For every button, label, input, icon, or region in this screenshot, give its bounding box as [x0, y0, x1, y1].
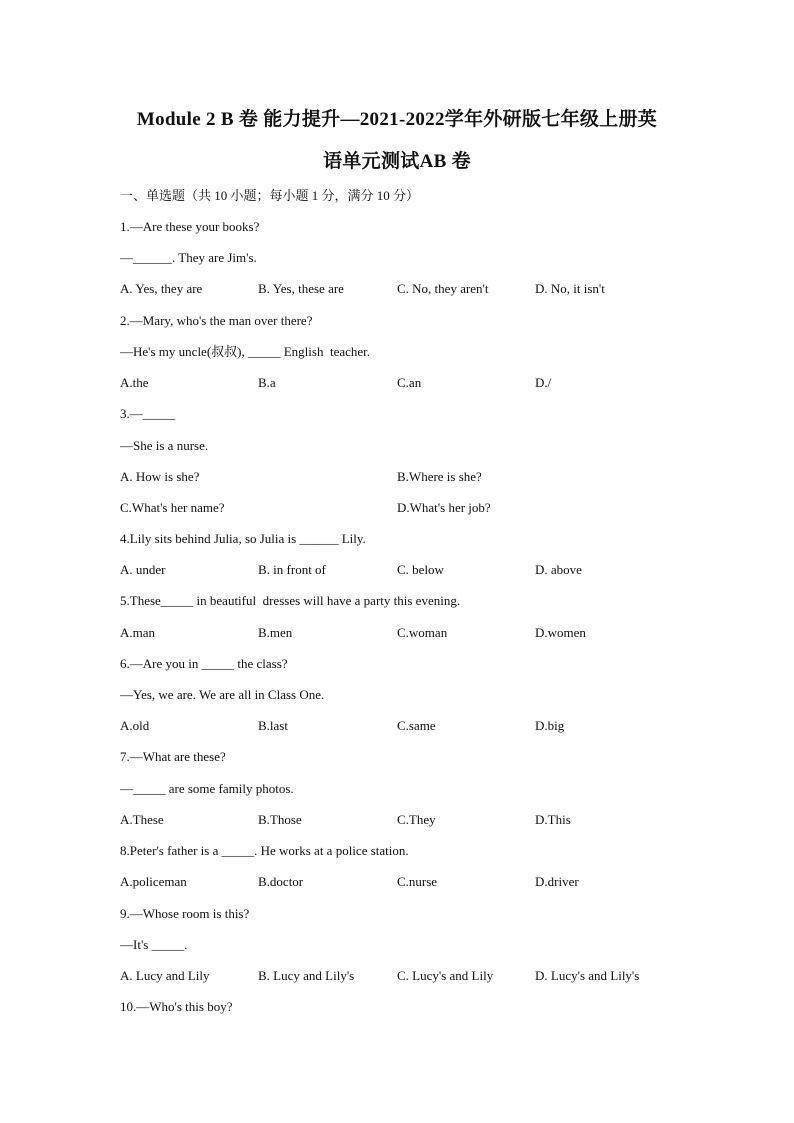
- question-5-option-c: C.woman: [397, 625, 448, 640]
- question-1-option-d: D. No, it isn't: [535, 281, 605, 296]
- question-9-option-c: C. Lucy's and Lily: [397, 968, 494, 983]
- question-6-option-c: C.same: [397, 718, 436, 733]
- question-6-option-d: D.big: [535, 718, 565, 733]
- question-3-stem: 3.—_____: [120, 406, 176, 421]
- question-4-option-d: D. above: [535, 562, 582, 577]
- question-6-option-a: A.old: [120, 718, 150, 733]
- question-2-option-d: D./: [535, 375, 552, 390]
- question-5-stem: 5.These_____ in beautiful dresses will have a party this evening.: [120, 593, 461, 608]
- question-1-option-a: A. Yes, they are: [120, 281, 203, 296]
- question-1-option-c: C. No, they aren't: [397, 281, 489, 296]
- question-2-stem: 2.—Mary, who's the man over there?: [120, 313, 313, 328]
- question-2-reply: —He's my uncle(叔叔), _____ English teacher.: [120, 344, 371, 359]
- question-9-option-d: D. Lucy's and Lily's: [535, 968, 640, 983]
- question-6-stem: 6.—Are you in _____ the class?: [120, 656, 288, 671]
- question-2-option-a: A.the: [120, 375, 149, 390]
- question-3-option-c: C.What's her name?: [120, 500, 225, 515]
- question-3-option-b: B.Where is she?: [397, 469, 482, 484]
- question-1-reply: —______. They are Jim's.: [120, 250, 257, 265]
- question-9-option-a: A. Lucy and Lily: [120, 968, 210, 983]
- section-heading: 一、单选题（共 10 小题；每小题 1 分，满分 10 分）: [120, 188, 420, 203]
- question-9-reply: —It's _____.: [120, 937, 188, 952]
- document-title-line-2: 语单元测试AB 卷: [323, 151, 471, 172]
- question-8-option-a: A.policeman: [120, 874, 187, 889]
- question-6-option-b: B.last: [258, 718, 288, 733]
- question-4-option-b: B. in front of: [258, 562, 326, 577]
- question-7-option-a: A.These: [120, 812, 164, 827]
- question-9-stem: 9.—Whose room is this?: [120, 906, 250, 921]
- question-4-option-a: A. under: [120, 562, 166, 577]
- question-3-reply: —She is a nurse.: [120, 438, 209, 453]
- question-7-option-c: C.They: [397, 812, 436, 827]
- document-title-line-1: Module 2 B 卷 能力提升—2021-2022学年外研版七年级上册英: [136, 109, 658, 130]
- question-9-option-b: B. Lucy and Lily's: [258, 968, 355, 983]
- question-6-reply: —Yes, we are. We are all in Class One.: [120, 687, 325, 702]
- question-3-option-d: D.What's her job?: [397, 500, 491, 515]
- question-8-option-c: C.nurse: [397, 874, 438, 889]
- question-4-stem: 4.Lily sits behind Julia, so Julia is ______ Lily.: [120, 531, 366, 546]
- question-5-option-d: D.women: [535, 625, 586, 640]
- question-5-option-a: A.man: [120, 625, 156, 640]
- question-3-option-a: A. How is she?: [120, 469, 200, 484]
- question-2-option-c: C.an: [397, 375, 422, 390]
- question-8-stem: 8.Peter's father is a _____. He works at a police station.: [120, 843, 409, 858]
- question-7-option-b: B.Those: [258, 812, 302, 827]
- question-1-option-b: B. Yes, these are: [258, 281, 344, 296]
- question-5-option-b: B.men: [258, 625, 293, 640]
- question-7-option-d: D.This: [535, 812, 571, 827]
- question-2-option-b: B.a: [258, 375, 276, 390]
- question-10-stem: 10.—Who's this boy?: [120, 999, 233, 1014]
- question-8-option-b: B.doctor: [258, 874, 304, 889]
- question-4-option-c: C. below: [397, 562, 444, 577]
- question-7-reply: —_____ are some family photos.: [120, 781, 294, 796]
- question-8-option-d: D.driver: [535, 874, 579, 889]
- question-7-stem: 7.—What are these?: [120, 749, 226, 764]
- question-1-stem: 1.—Are these your books?: [120, 219, 260, 234]
